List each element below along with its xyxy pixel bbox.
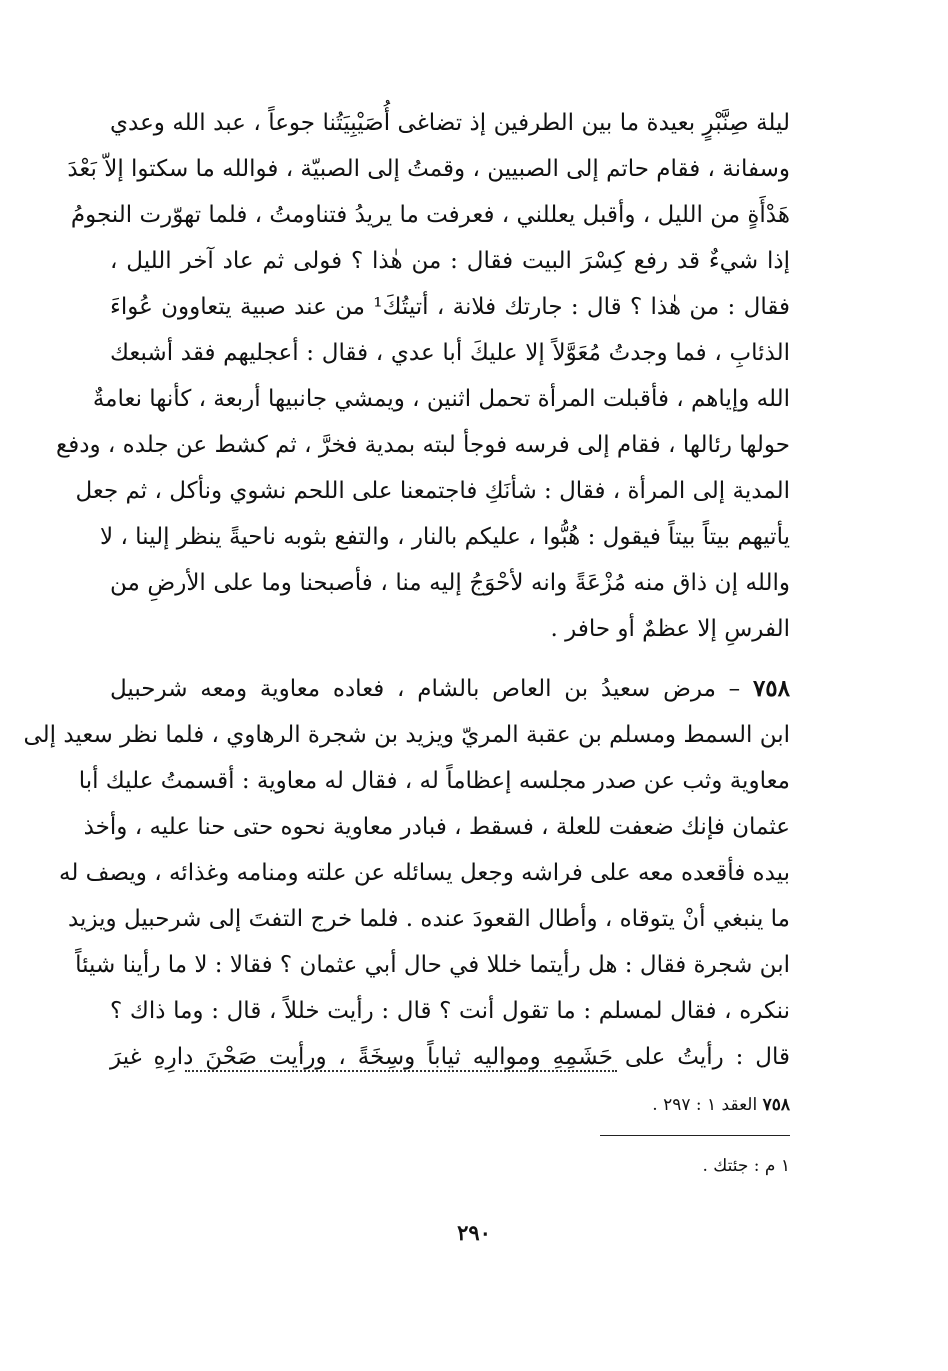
text-line: فقال : من هٰذا ؟ قال : جارتك فلانة ، أتيتُكَ¹ من عند صبية يتعاوون عُواءَ: [110, 294, 790, 320]
dotted-separator: [185, 1070, 617, 1072]
footnote: ١ م : جئتك .: [702, 1156, 790, 1176]
text-line: والله إن ذاق منه مُزْعَةً وانه لأحْوَجُ إليه منا ، فأصبحنا وما على الأرضِ من: [110, 570, 790, 596]
source-number: ٧٥٨: [762, 1095, 790, 1115]
text-line: المدية إلى المرأة ، فقال : شأنَكِ فاجتمعنا على اللحم نشوي ونأكل ، ثم جعل: [75, 478, 790, 504]
text-line: معاوية وثب عن صدر مجلسه إعظاماً له ، فقال له معاوية : أقسمتُ عليك أبا: [78, 768, 790, 794]
main-text: [23, 100, 790, 1080]
source-note: [110, 1092, 790, 1118]
text-line: بيده فأقعده معه على فراشه وجعل يسائله عن علته ومنامه وغذائه ، ويصف له: [59, 860, 790, 886]
text-line: ننكره ، فقال لمسلم : ما تقول أنت ؟ قال : رأيت خللاً ، قال : وما ذاك ؟: [110, 998, 790, 1024]
footnote-rule: [600, 1135, 790, 1136]
text-line: عثمان فإنك ضعفت للعلة ، فسقط ، فبادر معاوية نحوه حتى حنا عليه ، وأخذ: [83, 814, 790, 840]
entry-first-text: – مرض سعيدُ بن العاص بالشام ، فعاده معاوية ومعه شرحبيل: [110, 676, 741, 702]
text-line: الله وإياهم ، فأقبلت المرأة تحمل اثنين ، ويمشي جانبيها أربعة ، كأنها نعامةٌ: [92, 386, 790, 412]
text-line: الفرسِ إلا عظمٌ أو حافر .: [550, 616, 790, 642]
text-line: حولها رئالها ، فقام إلى فرسه فوجأ لبته بمدية فخرَّ ، ثم كشط عن جلده ، ودفع: [56, 432, 790, 458]
page-number: ٢٩٠: [457, 1220, 491, 1245]
text-line: ما ينبغي أنْ يتوقاه ، وأطال القعودَ عنده . فلما خرج التفتَ إلى شرحبيل ويزيد: [67, 906, 790, 932]
text-line: الذئابِ ، فما وجدتُ مُعَوَّلاً إلا عليكَ أبا عدي ، فقال : أعجليهم فقد أشبعك: [110, 340, 790, 366]
entry-first-line: [110, 666, 790, 712]
text-line: وسفانة ، فقام حاتم إلى الصبيين ، وقمتُ إلى الصبيّة ، فوالله ما سكتوا إلاّ بَعْدَ: [67, 156, 790, 182]
text-line: قال : رأيتُ على حَشَمِهِ ومواليه ثياباً وسِخَةً ، ورأيت صَحْنَ دارِهِ غيرَ: [110, 1044, 790, 1070]
text-line: إذا شيءٌ قد رفع كِسْرَ البيت فقال : من هٰذا ؟ فولى ثم عاد آخر الليل ،: [110, 248, 790, 274]
paragraph-gap: [110, 652, 790, 666]
text-line: يأتيهم بيتاً بيتاً فيقول : هُبُّوا ، عليكم بالنار ، والتفع بثوبه ناحيةً ينظر إلينا ، لا: [100, 524, 790, 550]
text-line: ابن السمط ومسلم بن عقبة المريّ ويزيد بن شجرة الرهاوي ، فلما نظر سعيد إلى: [23, 722, 790, 748]
text-line: هَدْأَةٍ من الليل ، وأقبل يعللني ، فعرفت ما يريدُ فتناومتُ ، فلما تهوّرت النجومُ: [70, 202, 790, 228]
source-text: العقد ١ : ٢٩٧ .: [652, 1095, 758, 1115]
text-line: ليلة صِنَّبْرٍ بعيدة ما بين الطرفين إذ تضاغى أُصَيْبِيَتُنا جوعاً ، عبد الله وعدي: [110, 110, 790, 136]
text-line: ابن شجرة فقال : هل رأيتما خللا في حال أبي عثمان ؟ فقالا : لا ما رأينا شيئاً: [75, 952, 790, 978]
entry-number: ٧٥٨: [752, 675, 790, 702]
